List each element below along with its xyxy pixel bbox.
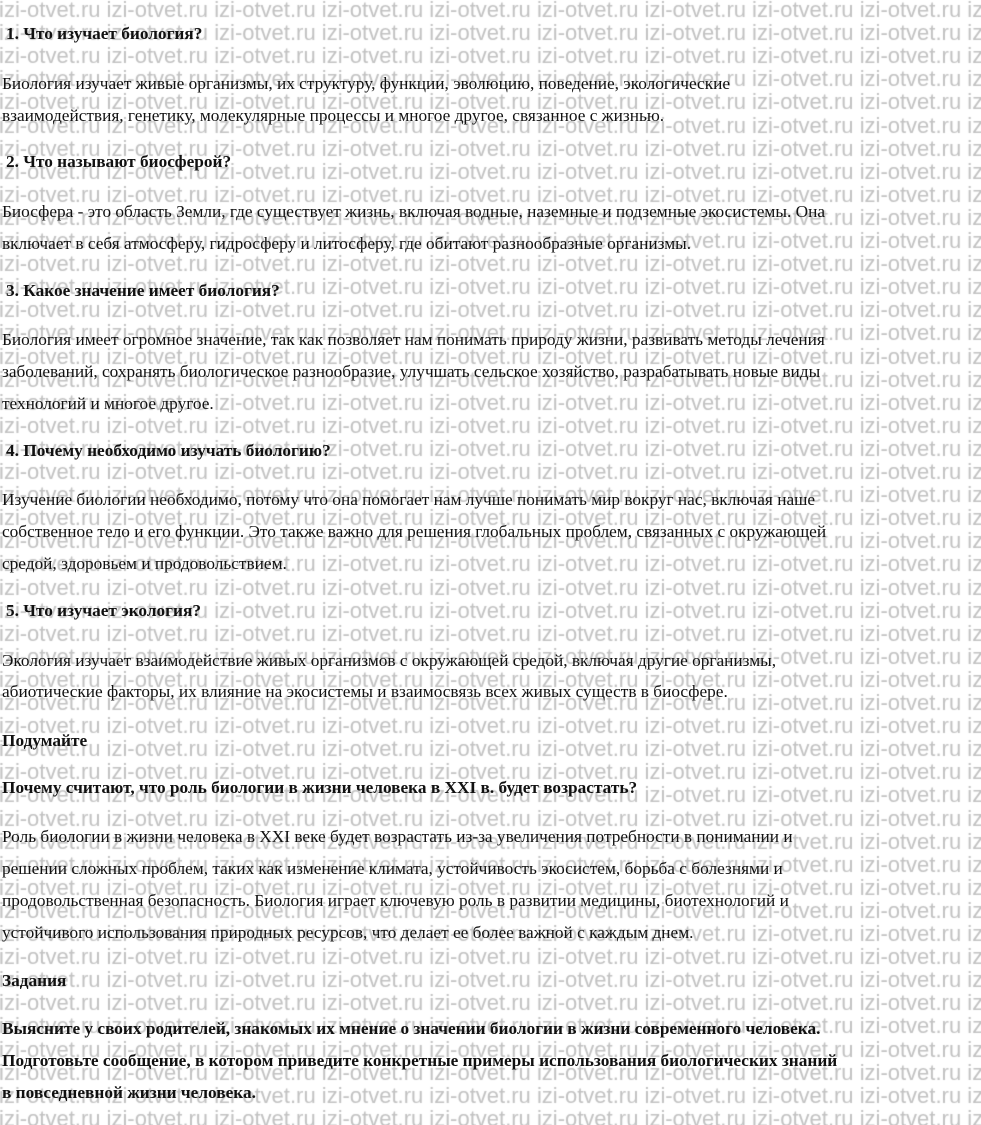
paragraph-line: абиотические факторы, их влияние на экосистемы и взаимосвязь всех живых существ в биосфере.: [2, 682, 728, 701]
paragraph-line: Роль биологии в жизни человека в XXI веке будет возрастать из-за увеличения потребности в понимании и: [2, 827, 793, 846]
bold-text-line: Почему считают, что роль биологии в жизни человека в XXI в. будет возрастать?: [2, 778, 638, 797]
bold-text-line: в повседневной жизни человека.: [2, 1083, 256, 1102]
bold-text-line: Задания: [2, 971, 67, 990]
paragraph-line: взаимодействия, генетику, молекулярные процессы и многое другое, связанное с жизнью.: [2, 106, 665, 125]
paragraph-line: Изучение биологии необходимо, потому что она помогает нам лучше понимать мир вокруг нас, включая наше: [2, 490, 816, 509]
paragraph-line: Экология изучает взаимодействие живых организмов с окружающей средой, включая другие организмы,: [2, 651, 777, 670]
paragraph-line: продовольственная безопасность. Биология играет ключевую роль в развитии медицины, биотехнологий и: [2, 891, 789, 910]
question-heading: 3. Какое значение имеет биология?: [6, 281, 280, 300]
paragraph-line: собственное тело и его функции. Это также важно для решения глобальных проблем, связанных с окружающей: [2, 522, 827, 541]
paragraph-line: Биология изучает живые организмы, их структуру, функции, эволюцию, поведение, экологические: [2, 74, 731, 93]
paragraph-line: включает в себя атмосферу, гидросферу и литосферу, где обитают разнообразные организмы.: [2, 234, 692, 253]
bold-text-line: Подготовьте сообщение, в котором приведите конкретные примеры использования биологических знаний: [2, 1051, 838, 1070]
question-heading: 4. Почему необходимо изучать биологию?: [6, 441, 331, 460]
paragraph-line: решении сложных проблем, таких как изменение климата, устойчивость экосистем, борьба с болезнями и: [2, 859, 783, 878]
question-heading: 1. Что изучает биология?: [6, 24, 203, 43]
paragraph-line: технологий и многое другое.: [2, 394, 214, 413]
question-heading: 2. Что называют биосферой?: [6, 152, 232, 171]
paragraph-line: заболеваний, сохранять биологическое разнообразие, улучшать сельское хозяйство, разрабатывать новые виды: [2, 362, 821, 381]
question-heading: 5. Что изучает экология?: [6, 601, 201, 620]
bold-text-line: Подумайте: [2, 731, 88, 750]
paragraph-line: устойчивого использования природных ресурсов, что делает ее более важной с каждым днем.: [2, 923, 694, 942]
paragraph-line: Биосфера - это область Земли, где существует жизнь, включая водные, наземные и подземные экосистемы. Она: [2, 202, 825, 221]
paragraph-line: средой, здоровьем и продовольствием.: [2, 554, 287, 573]
bold-text-line: Выясните у своих родителей, знакомых их мнение о значении биологии в жизни современного человека.: [2, 1019, 821, 1038]
paragraph-line: Биология имеет огромное значение, так как позволяет нам понимать природу жизни, развивать методы лечения: [2, 330, 825, 349]
